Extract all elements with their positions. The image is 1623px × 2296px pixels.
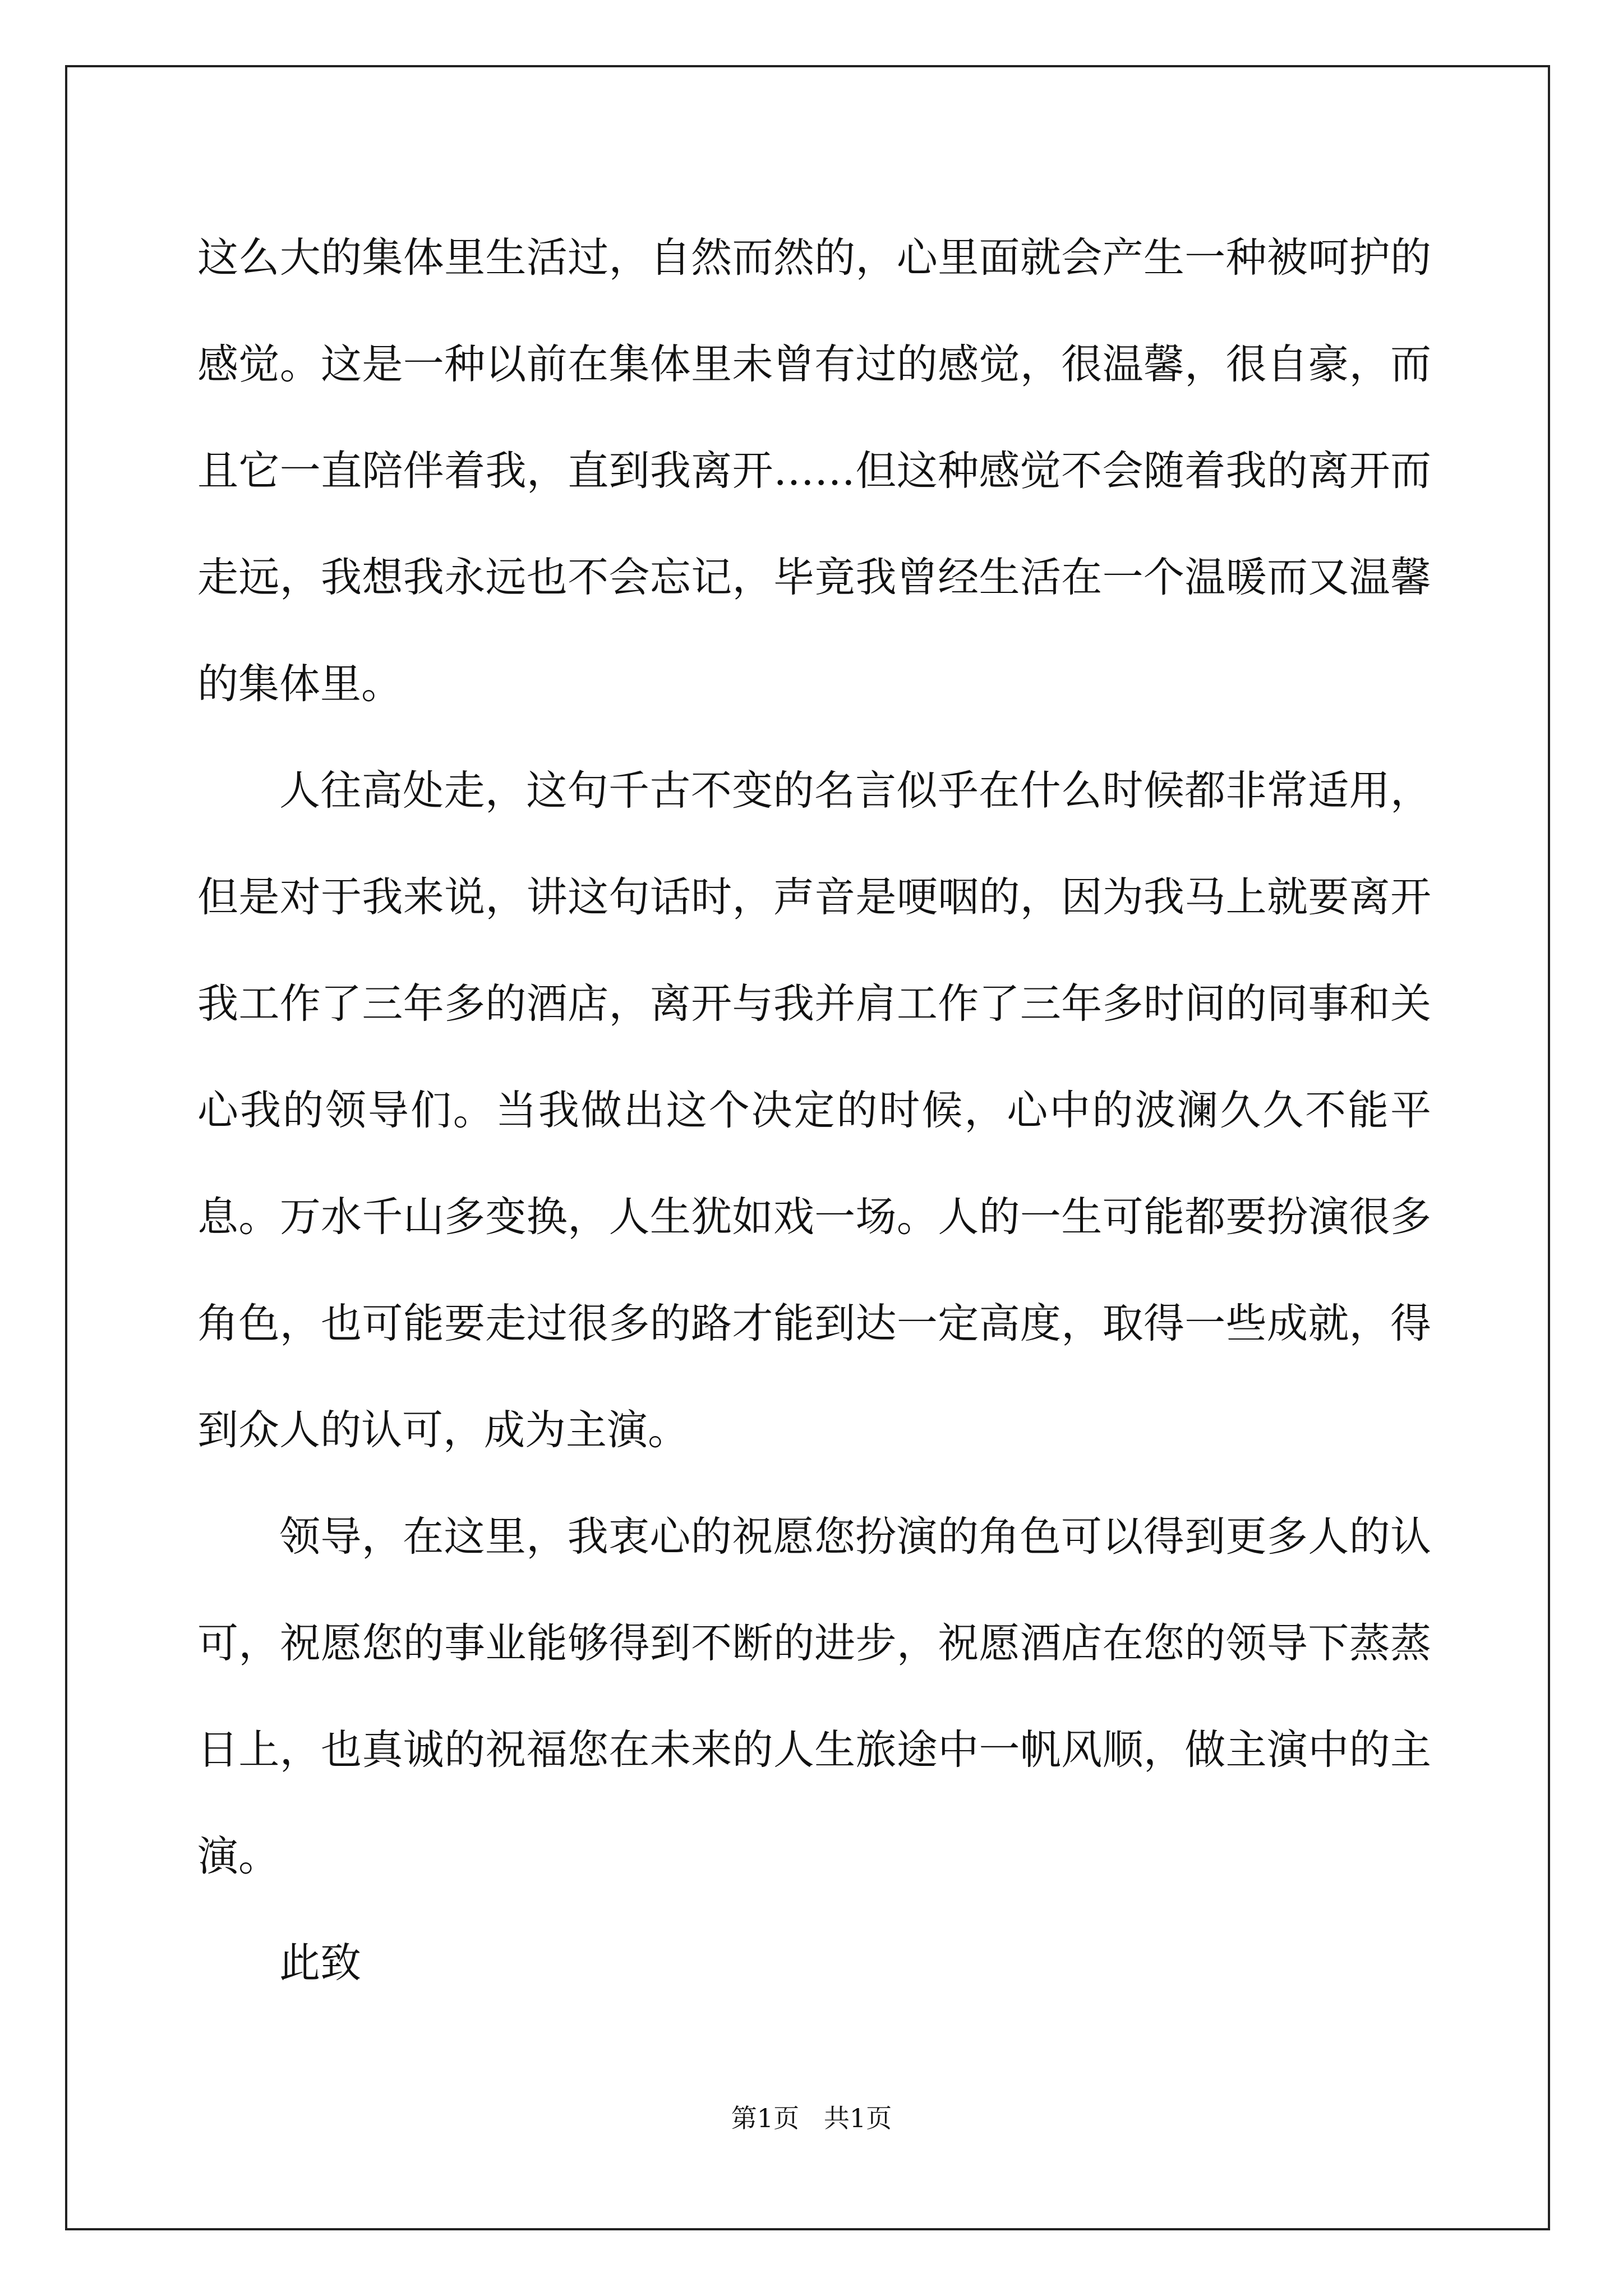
paragraph xyxy=(197,1484,1431,1910)
text-line: 的认可，成为主演。 xyxy=(320,1406,689,1454)
text-line: 这么大的集体里生活过，自然而然的，心里面就会产生一种被呵护的 xyxy=(197,234,1431,282)
text-line: 人往高处走，这句千古不变的名言似乎在什么时候都非常适用， xyxy=(279,767,1431,815)
text-line: 领导，在这里，我衷心的祝愿您扮演的角色可以得到更多人的认 xyxy=(279,1513,1431,1561)
text-line: 的集体里。 xyxy=(197,660,402,708)
text-line: 走远，我想我永远也不会忘记，毕竟我曾经生活在一个温暖而又温馨 xyxy=(197,554,1431,601)
text-line: 可，祝愿您的事业能够得到不断的进步，祝愿酒店在您的领导下蒸蒸 xyxy=(197,1619,1431,1667)
text-line: 此致 xyxy=(279,1939,361,1987)
paragraph xyxy=(197,205,1431,738)
document-body xyxy=(197,205,1431,2017)
text-line: 心我的领导们。当我做出这个决定的时候，心中的波澜久久不能平息。 xyxy=(197,1087,1431,1241)
text-line: 我工作了三年多的酒店，离开与我并肩工作了三年多时间的同事和关 xyxy=(197,980,1431,1028)
text-line: 但是对于我来说，讲这句话时，声音是哽咽的，因为我马上就要离开 xyxy=(197,873,1431,921)
text-line: 日上，也真诚的祝福您在未来的人生旅途中一帆风顺，做主演中的主 xyxy=(197,1726,1431,1774)
paragraph xyxy=(197,738,1431,1484)
text-line: 感觉。这是一种以前在集体里未曾有过的感觉，很温馨，很自豪，而 xyxy=(197,341,1431,388)
text-line: 万水千山多变换，人生犹如戏一场。人的一生可能都要扮演很多角色， xyxy=(197,1193,1432,1347)
paragraph xyxy=(197,1910,1431,2017)
text-line: 演。 xyxy=(197,1833,279,1880)
text-line: 也可能要走过很多的路才能到达一定高度，取得一些成就，得到众人 xyxy=(197,1300,1432,1454)
text-line: 且它一直陪伴着我，直到我离开……但这种感觉不会随着我的离开而 xyxy=(197,447,1431,495)
page-footer: 第1页 共1页 xyxy=(731,2103,892,2133)
